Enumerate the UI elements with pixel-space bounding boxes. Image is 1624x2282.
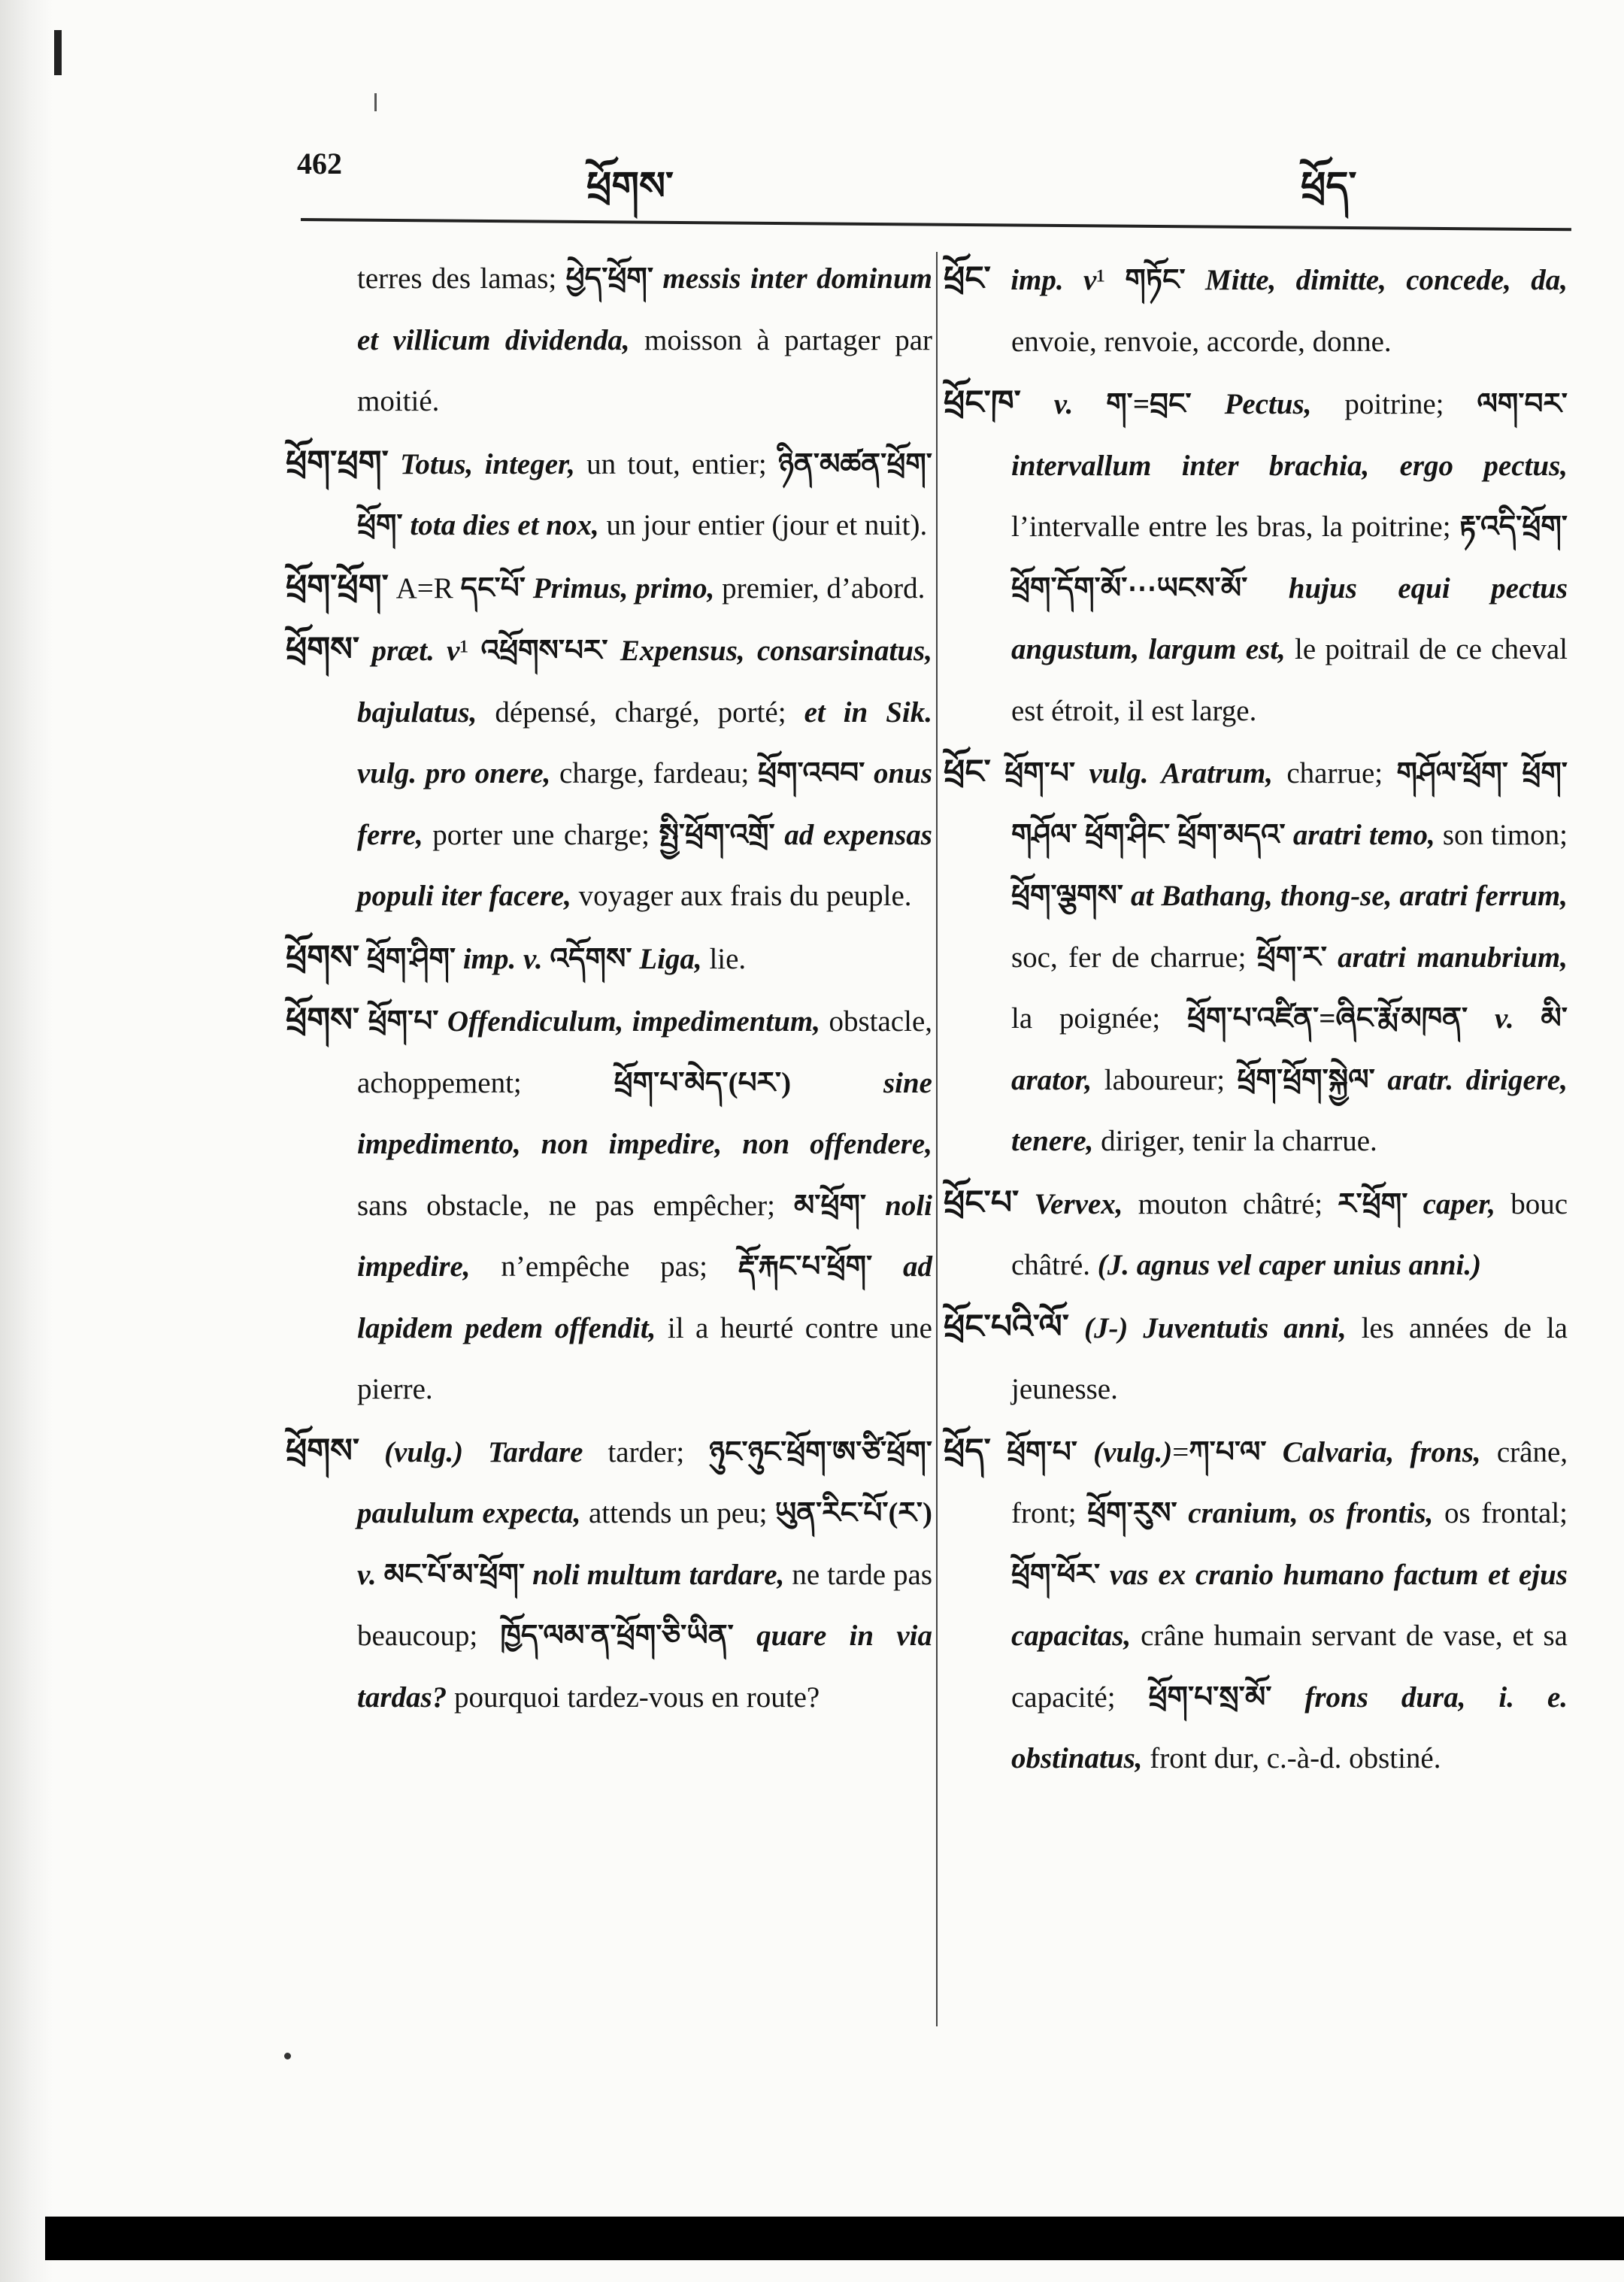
latin-gloss: ad lapidem pedem offendit, xyxy=(357,1250,933,1344)
headword: ཕྲོང་ xyxy=(944,753,991,790)
latin-gloss: intervallum inter brachia, ergo pectus, xyxy=(1011,449,1568,482)
dictionary-entry xyxy=(286,1420,932,1729)
tibetan-text: རྡོ་རྐང་པ་ཕྲོག་ xyxy=(738,1250,873,1283)
french-gloss: diriger, tenir la charrue. xyxy=(1093,1125,1377,1157)
tibetan-text: ཕྱེད་ཕྲོག་ xyxy=(565,262,654,295)
tibetan-text: ཕྲོག་པ་ xyxy=(368,1005,439,1038)
page-number: 462 xyxy=(297,147,342,180)
tibetan-text: ཉུང་ཉུང་ཕྲོག་ཨ་ཙི་ཕྲོག་ xyxy=(709,1435,933,1468)
latin-gloss: Pectus, xyxy=(1191,388,1312,420)
french-gloss: un jour entier (jour et nuit). xyxy=(598,509,928,541)
latin-gloss: caper, xyxy=(1407,1187,1496,1220)
latin-gloss: (vulg.) xyxy=(1077,1435,1173,1468)
headword: ཕྲོང་ཁ་ xyxy=(944,384,1021,421)
dictionary-entry xyxy=(944,248,1568,372)
tibetan-text: ཕྲོག་པ་ xyxy=(1007,1435,1077,1468)
latin-gloss: imp. v xyxy=(990,264,1097,296)
french-gloss: le poitrail de ce cheval est étroit, il est large. xyxy=(1011,633,1568,727)
french-gloss xyxy=(991,757,1004,789)
french-gloss: front dur, c.-à-d. obstiné. xyxy=(1142,1742,1441,1774)
running-head-right: ཕྲོད་ xyxy=(1301,165,1357,208)
french-gloss: premier, d’abord. xyxy=(714,571,926,605)
latin-gloss: frons dura, i. e. obstinatus, xyxy=(1011,1680,1568,1774)
headword: ཕྲོགས་ xyxy=(286,1432,360,1469)
latin-gloss: tota dies et nox, xyxy=(402,509,599,541)
latin-gloss: quare in via tardas? xyxy=(357,1620,932,1714)
tibetan-text: ཕྲོག་ལྕགས་ xyxy=(1011,880,1123,912)
french-gloss: pourquoi tardez-vous en route? xyxy=(447,1680,820,1714)
scan-edge-shadow xyxy=(0,0,53,2282)
tibetan-text: ཉིན་མཚན་ཕྲོག་ཕྲོག་ xyxy=(357,447,932,541)
latin-gloss: et in Sik. vulg. pro onere, xyxy=(357,696,932,789)
tibetan-text: འཕྲོགས་པར་ xyxy=(480,635,608,667)
french-gloss: charge, fardeau; xyxy=(550,757,759,789)
tibetan-text: ཕྲོག་པ་མེད་(པར་) xyxy=(614,1066,792,1099)
tick-mark xyxy=(374,93,377,111)
tibetan-text: ཀ་པ་ལ་ xyxy=(1189,1435,1267,1468)
french-gloss xyxy=(359,1005,368,1038)
french-gloss: crâne, front; xyxy=(1011,1435,1568,1529)
french-gloss: un tout, entier; xyxy=(574,447,778,480)
latin-gloss: Calvaria, frons, xyxy=(1266,1435,1481,1468)
french-gloss xyxy=(991,1436,1007,1468)
french-gloss xyxy=(1514,1002,1541,1035)
french-gloss: bouc châtré. xyxy=(1011,1187,1568,1281)
scan-bottom-bar xyxy=(45,2217,1624,2260)
french-gloss: les années de la jeunesse. xyxy=(1011,1311,1568,1405)
left-column xyxy=(286,248,932,1728)
running-head-left: ཕྲོགས་ xyxy=(586,165,674,208)
tibetan-text: ག་=བྲང་ xyxy=(1106,388,1192,420)
latin-gloss: ad expensas populi iter facere, xyxy=(357,818,932,912)
latin-gloss: præt. v xyxy=(359,635,460,667)
headword: ཕྲོགས་ xyxy=(286,631,360,668)
latin-gloss: vulg. Aratrum, xyxy=(1075,757,1273,789)
latin-gloss: v. xyxy=(1020,388,1074,420)
french-gloss: dépensé, chargé, porté; xyxy=(477,696,804,729)
french-gloss: ¹ xyxy=(1096,264,1126,296)
french-gloss: terres des lamas; xyxy=(357,262,566,295)
ink-dot xyxy=(284,2053,291,2059)
french-gloss: lie. xyxy=(701,942,747,975)
tibetan-text: འདོགས་ xyxy=(550,942,632,975)
latin-gloss: Offendiculum, impedimentum, xyxy=(438,1005,821,1038)
dictionary-entry xyxy=(944,1420,1568,1790)
tibetan-text: ཕྲོག་ཤིག་ xyxy=(366,942,456,975)
latin-gloss: messis inter dominum et villicum dividenda, xyxy=(357,262,932,356)
corner-scan-mark xyxy=(54,30,62,75)
latin-gloss: sine impedimento, non impedire, non offendere, xyxy=(357,1066,932,1160)
french-gloss: = xyxy=(1172,1435,1189,1468)
french-gloss: voyager aux frais du peuple. xyxy=(571,880,912,912)
french-gloss: mouton châtré; xyxy=(1123,1187,1338,1220)
headword: ཕྲོང་པའི་ལོ་ xyxy=(944,1308,1069,1345)
tibetan-text: སྤྱི་ཕྲོག་འགྲོ་ xyxy=(659,818,775,851)
latin-gloss: Vervex, xyxy=(1019,1187,1123,1220)
tibetan-text: མང་པོ་མ་ཕྲོག་ xyxy=(383,1558,526,1591)
tibetan-text: ལག་བར་ xyxy=(1477,388,1568,420)
tibetan-text: ཕྲོག་པ་སྲ་མོ་ xyxy=(1148,1680,1272,1714)
latin-gloss: Primus, primo, xyxy=(525,571,715,605)
dictionary-entry xyxy=(944,1296,1568,1420)
headword: ཕྲོགས་ xyxy=(286,938,360,976)
latin-gloss: noli multum tardare, xyxy=(525,1558,785,1591)
tibetan-text: གཤོལ་ཕྲོག་ ཕྲོག་གཤོལ་ ཕྲོག་ཤིང་ ཕྲོག་མདའ་ xyxy=(1011,757,1568,851)
french-gloss xyxy=(543,943,550,975)
latin-gloss: onus ferre, xyxy=(357,757,933,851)
french-gloss: os frontal; xyxy=(1433,1497,1568,1529)
latin-gloss: (vulg.) Tardare xyxy=(359,1435,583,1468)
french-gloss: envoie, renvoie, accorde, donne. xyxy=(1011,325,1392,358)
french-gloss: porter une charge; xyxy=(423,818,659,851)
headword: ཕྲོང་པ་ xyxy=(944,1183,1020,1221)
french-gloss: ne tarde pas beaucoup; xyxy=(357,1558,932,1652)
headword: ཕྲོག་ཕྲག་ xyxy=(286,444,389,481)
french-gloss: obstacle, achoppement; xyxy=(357,1005,933,1099)
french-gloss: crâne humain servant de vase, et sa capacité; xyxy=(1011,1620,1568,1714)
french-gloss: poitrine; xyxy=(1311,388,1477,420)
french-gloss: A=R xyxy=(388,571,461,605)
french-gloss xyxy=(359,943,367,975)
tibetan-text: གཏོང་ xyxy=(1125,264,1186,296)
dictionary-entry xyxy=(286,619,932,927)
latin-gloss: aratr. dirigere, tenere, xyxy=(1011,1063,1568,1157)
latin-gloss: at Bathang, thong-se, aratri ferrum, xyxy=(1123,880,1568,912)
tibetan-text: ཕྲོག་འབབ་ xyxy=(758,757,865,789)
french-gloss xyxy=(1073,388,1106,420)
latin-gloss: aratri manubrium, xyxy=(1326,941,1568,974)
french-gloss: soc, fer de charrue; xyxy=(1011,941,1257,974)
french-gloss: tarder; xyxy=(583,1435,710,1468)
dictionary-entry xyxy=(286,556,932,620)
latin-gloss: vas ex cranio humano factum et ejus capacitas, xyxy=(1011,1558,1568,1652)
headword: ཕྲོགས་ xyxy=(286,1002,360,1038)
french-gloss: sans obstacle, ne pas empêcher; xyxy=(357,1189,794,1222)
french-gloss xyxy=(377,1559,384,1591)
french-gloss: charrue; xyxy=(1272,757,1397,789)
latin-gloss: Totus, integer, xyxy=(388,447,575,480)
tibetan-text: ཕྲོག་ཕོར་ xyxy=(1011,1558,1101,1591)
tibetan-text: ཕྲོག་པ་ xyxy=(1004,757,1076,789)
latin-gloss: cranium, os frontis, xyxy=(1177,1497,1434,1529)
latin-gloss: (J-) Juventutis anni, xyxy=(1068,1311,1347,1344)
french-gloss: n’empêche pas; xyxy=(470,1250,738,1283)
french-gloss: ¹ xyxy=(459,635,481,667)
french-gloss: laboureur; xyxy=(1092,1063,1238,1096)
tibetan-text: ཕྲོག་ར་ xyxy=(1256,941,1327,974)
headword: ཕྲོང་ xyxy=(944,260,991,297)
latin-gloss: v. xyxy=(1468,1002,1514,1035)
page-header xyxy=(297,143,1590,208)
dictionary-entry xyxy=(944,741,1568,1172)
tibetan-text: ཕྲོག་པ་འཛིན་=ཞིང་རྨོ་མཁན་ xyxy=(1186,1002,1468,1035)
french-gloss: l’intervalle entre les bras, la poitrine; xyxy=(1011,511,1459,543)
headword: ཕྲོད་ xyxy=(944,1432,991,1469)
headword: ཕྲོག་ཕྲོག་ xyxy=(286,568,389,605)
tibetan-text: དང་པོ་ xyxy=(460,571,526,605)
french-gloss: il a heurté contre une pierre. xyxy=(357,1311,932,1405)
latin-gloss: arator, xyxy=(1011,1063,1092,1096)
right-column xyxy=(944,248,1568,1790)
dictionary-entry xyxy=(286,927,932,990)
tibetan-text: མི་ xyxy=(1541,1002,1568,1035)
header-rule xyxy=(301,218,1571,231)
tibetan-text: རྟ་འདི་ཕྲོག་ཕྲོག་དོག་མོ་⋯ཡངས་མོ་ xyxy=(1011,511,1568,605)
tibetan-text: ཕྲོག་རུས་ xyxy=(1087,1497,1177,1529)
latin-gloss: Expensus, consarsinatus, bajulatus, xyxy=(357,635,932,729)
latin-gloss: (J. agnus vel caper unius anni.) xyxy=(1097,1249,1482,1281)
latin-gloss: noli impedire, xyxy=(357,1189,932,1283)
column-divider xyxy=(936,252,938,2026)
tibetan-text: ཡུན་རིང་པོ་(ར་) xyxy=(774,1497,932,1529)
french-gloss: son timon; xyxy=(1435,818,1568,851)
entry-continuation xyxy=(286,248,932,432)
french-gloss: la poignée; xyxy=(1011,1002,1187,1035)
latin-gloss: v. xyxy=(357,1558,377,1591)
dictionary-entry xyxy=(944,372,1568,741)
tibetan-text: ཁྱོད་ལམ་ན་ཕྲོག་ཅི་ཡིན་ xyxy=(500,1620,734,1652)
latin-gloss: paululum expecta, xyxy=(357,1497,581,1529)
latin-gloss: aratri temo, xyxy=(1285,818,1435,851)
dictionary-entry xyxy=(944,1172,1568,1296)
tibetan-text: ཕྲོག་ཕྲོག་སྐྱེལ་ xyxy=(1237,1063,1375,1096)
dictionary-entry xyxy=(286,432,932,556)
latin-gloss: hujus equi pectus angustum, largum est, xyxy=(1011,571,1568,665)
french-gloss: moisson à partager par moitié. xyxy=(357,323,932,417)
tibetan-text: ར་ཕྲོག་ xyxy=(1338,1187,1408,1220)
french-gloss: attends un peu; xyxy=(580,1497,775,1529)
latin-gloss: Liga, xyxy=(632,942,702,975)
latin-gloss: imp. v. xyxy=(456,942,543,975)
dictionary-entry xyxy=(286,989,932,1420)
tibetan-text: མ་ཕྲོག་ xyxy=(793,1189,867,1222)
latin-gloss: Mitte, dimitte, concede, da, xyxy=(1185,264,1568,296)
